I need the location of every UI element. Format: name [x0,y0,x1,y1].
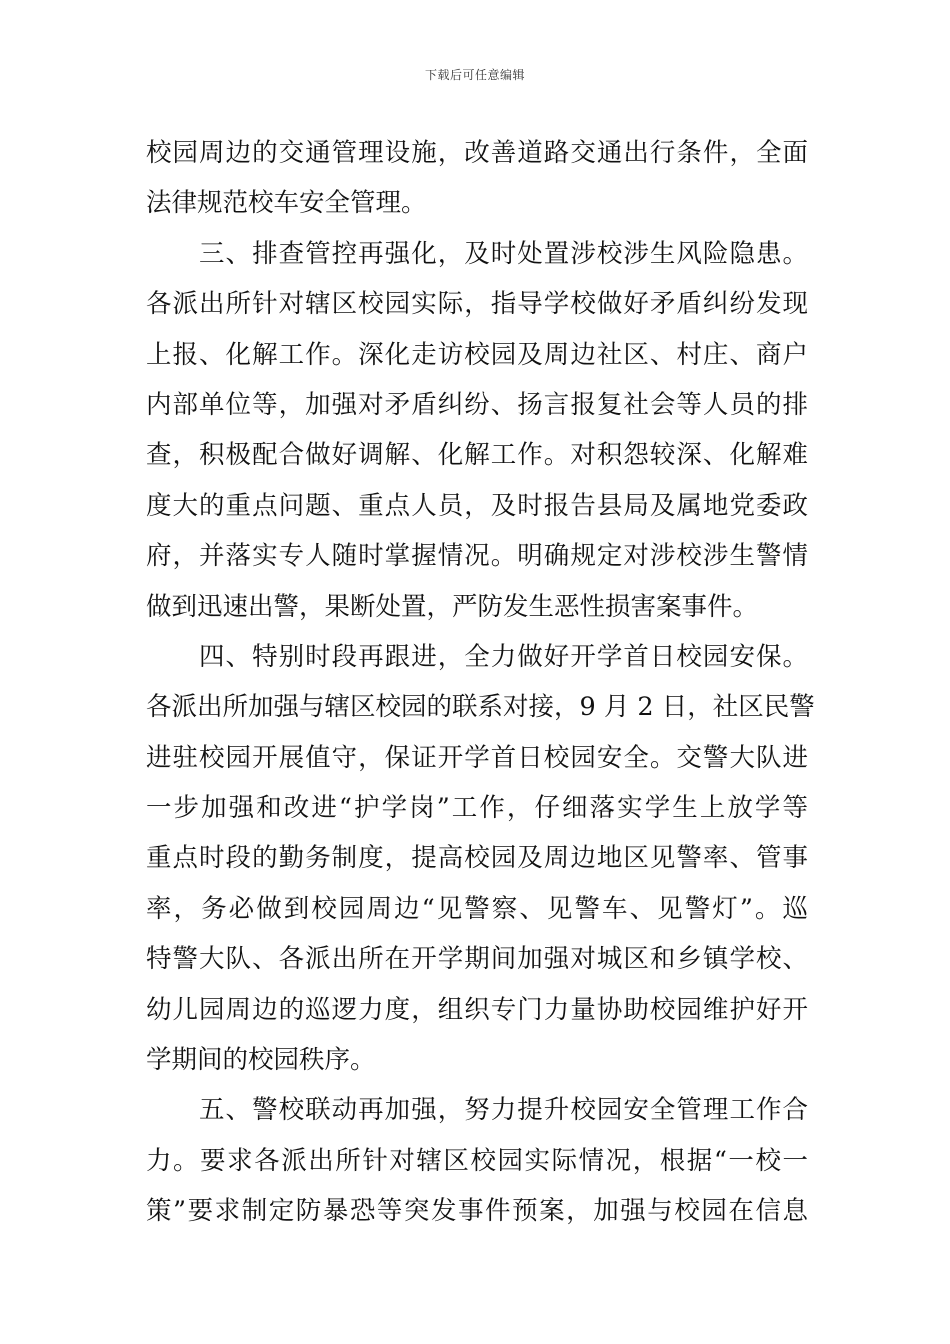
text-line: 度大的重点问题、重点人员，及时报告县局及属地党委政 [146,490,808,521]
text-line: 校园周边的交通管理设施，改善道路交通出行条件，全面 [146,138,808,168]
text-line: 上报、化解工作。深化走访校园及周边社区、村庄、商户 [146,339,808,370]
page-header: 下载后可任意编辑 [424,68,525,82]
text-line: 特警大队、各派出所在开学期间加强对城区和乡镇学校、 [146,944,808,975]
text-line: 重点时段的勤务制度，提高校园及周边地区见警率、管事 [146,843,808,874]
text-line: 学期间的校园秩序。 [146,1045,376,1076]
text-line: 四、特别时段再跟进，全力做好开学首日校园安保。 [146,641,808,672]
text-line: 各派出所加强与辖区校园的联系对接，9 月 2 日，社区民警 [146,692,815,723]
text-line: 查，积极配合做好调解、化解工作。对积怨较深、化解难 [146,440,808,471]
text-line: 三、排查管控再强化，及时处置涉校涉生风险隐患。 [146,238,808,269]
text-line: 一步加强和改进“护学岗”工作，仔细落实学生上放学等 [146,793,808,824]
text-line: 率，务必做到校园周边“见警察、见警车、见警灯”。巡 [146,893,808,924]
text-line: 五、警校联动再加强，努力提升校园安全管理工作合 [146,1095,808,1126]
text-line: 力。要求各派出所针对辖区校园实际情况，根据“一校一 [146,1145,808,1176]
document-body [146,128,815,1237]
text-line: 内部单位等，加强对矛盾纠纷、扬言报复社会等人员的排 [146,389,808,420]
text-line: 做到迅速出警，果断处置，严防发生恶性损害案事件。 [146,591,759,622]
text-line: 策”要求制定防暴恐等突发事件预案，加强与校园在信息 [146,1196,808,1227]
text-line: 幼儿园周边的巡逻力度，组织专门力量协助校园维护好开 [146,994,808,1025]
text-line: 进驻校园开展值守，保证开学首日校园安全。交警大队进 [146,742,808,773]
text-line: 法律规范校车安全管理。 [146,188,427,219]
text-line: 府，并落实专人随时掌握情况。明确规定对涉校涉生警情 [146,541,808,572]
text-line: 各派出所针对辖区校园实际，指导学校做好矛盾纠纷发现 [146,289,808,320]
